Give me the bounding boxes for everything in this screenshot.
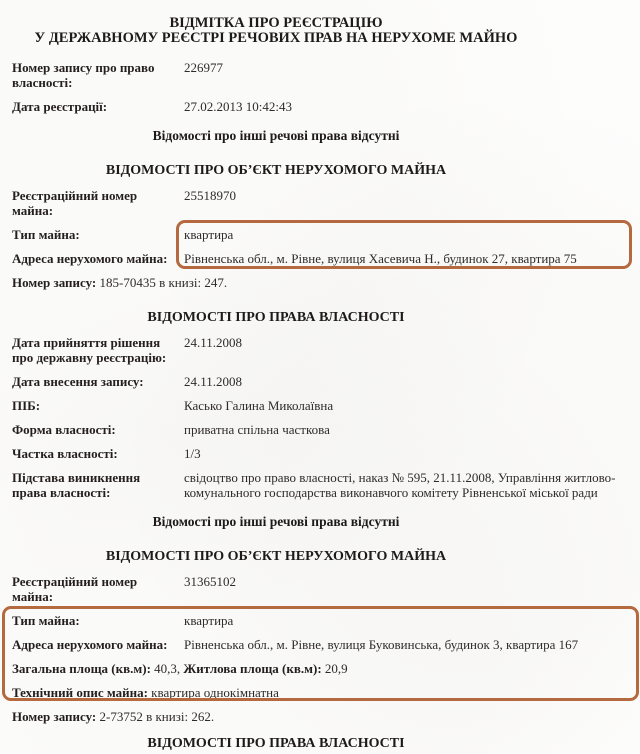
record-note-1 (12, 275, 640, 290)
field-row-address-2 (12, 637, 640, 652)
field-value: 27.02.2013 10:42:43 (184, 99, 292, 114)
field-value: 226977 (184, 60, 223, 75)
field-label: ПІБ: (12, 398, 41, 413)
total-area-value: 40,3, (154, 661, 181, 676)
living-area-value: 20,9 (324, 661, 348, 676)
field-label: Форма власності: (12, 422, 116, 437)
field-row-owner-name (12, 398, 640, 413)
field-row-ownership-basis (12, 470, 640, 500)
highlighted-region-1 (12, 227, 640, 266)
field-label: Тип майна: (12, 613, 80, 628)
record-note-value: 2-73752 в книзі: 262. (99, 709, 215, 724)
field-value: квартира (184, 227, 234, 242)
field-row-decision-date (12, 335, 640, 365)
document-title (12, 16, 640, 46)
total-area-label: Загальна площа (кв.м): (12, 661, 151, 676)
field-label: Адреса нерухомого майна: (12, 251, 168, 266)
field-row-property-type-1 (12, 227, 640, 242)
area-line (12, 661, 640, 676)
tech-description-value: квартира однокімнатна (151, 685, 279, 700)
field-value: 24.11.2008 (184, 374, 243, 389)
field-row-reg-number-2 (12, 574, 640, 604)
field-value: квартира (184, 613, 234, 628)
field-label: Частка власності: (12, 446, 118, 461)
partial-heading-text: ВІДОМОСТІ ПРО ПРАВА ВЛАСНОСТІ (147, 736, 405, 751)
field-value: свідоцтво про право власності, наказ № 595, 21.11.2008, Управління житлово-комунального господарства виконавчого комітету Рівненської міської ради (184, 470, 616, 500)
field-row-reg-number-1 (12, 188, 640, 218)
field-value: Рівненська обл., м. Рівне, вулиця Буковинська, будинок 3, квартира 167 (184, 637, 579, 652)
document-title-line2: У ДЕРЖАВНОМУ РЕЄСТРІ РЕЧОВИХ ПРАВ НА НЕРУХОМЕ МАЙНО (34, 30, 518, 46)
field-value: 24.11.2008 (184, 335, 243, 350)
other-rights-note: Відомості про інші речові права відсутні (152, 514, 400, 529)
field-row-registration-date (12, 99, 640, 114)
field-label: Підстава виникнення права власності: (12, 470, 141, 500)
field-value: приватна спільна часткова (184, 422, 330, 437)
field-label: Дата реєстрації: (12, 99, 108, 114)
field-row-record-number (12, 60, 640, 90)
tech-description-line (12, 685, 640, 700)
field-value: 1/3 (184, 446, 201, 461)
field-label: Адреса нерухомого майна: (12, 637, 168, 652)
field-label: Реєстраційний номер майна: (12, 574, 138, 604)
living-area-label: Житлова площа (кв.м): (183, 661, 322, 676)
field-label: Реєстраційний номер майна: (12, 188, 138, 218)
field-row-entry-date (12, 374, 640, 389)
field-label: Дата внесення запису: (12, 374, 144, 389)
field-label: Дата прийняття рішення про державну реєстрацію: (12, 335, 167, 365)
section-heading-object-2: ВІДОМОСТІ ПРО ОБ’ЄКТ НЕРУХОМОГО МАЙНА (105, 549, 447, 564)
record-note-value: 185-70435 в книзі: 247. (99, 275, 228, 290)
field-value: Рівненська обл., м. Рівне, вулиця Хасевича Н., будинок 27, квартира 75 (184, 251, 577, 266)
tech-description-label: Технічний опис майна: (12, 685, 148, 700)
record-note-label: Номер запису: (12, 709, 97, 724)
field-label: Номер запису про право власності: (12, 60, 155, 90)
field-value: 31365102 (184, 574, 236, 589)
field-value: 25518970 (184, 188, 236, 203)
record-note-2 (12, 709, 640, 724)
field-label: Тип майна: (12, 227, 80, 242)
field-row-ownership-form (12, 422, 640, 437)
record-note-label: Номер запису: (12, 275, 97, 290)
highlighted-region-2 (12, 613, 640, 700)
field-value: Касько Галина Миколаївна (184, 398, 334, 413)
field-row-property-type-2 (12, 613, 640, 628)
section-heading-ownership: ВІДОМОСТІ ПРО ПРАВА ВЛАСНОСТІ (147, 310, 405, 325)
section-heading-object-1: ВІДОМОСТІ ПРО ОБ’ЄКТ НЕРУХОМОГО МАЙНА (105, 163, 447, 178)
document-title-line1: ВІДМІТКА ПРО РЕЄСТРАЦІЮ (169, 15, 383, 31)
cut-off-section-heading (12, 734, 640, 751)
field-row-ownership-share (12, 446, 640, 461)
other-rights-note: Відомості про інші речові права відсутні (152, 128, 400, 143)
field-row-address-1 (12, 251, 640, 266)
